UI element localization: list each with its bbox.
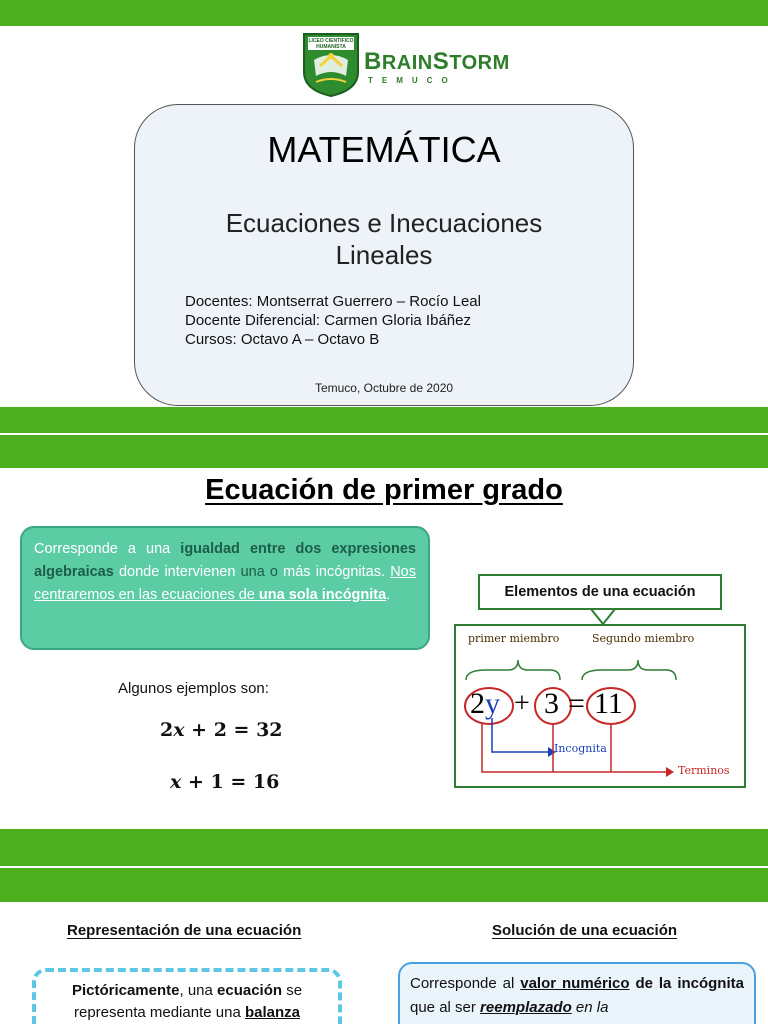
title-card xyxy=(134,104,634,406)
definition-box: Corresponde a una igualdad entre dos expresiones algebraicas donde intervienen una o más incógnitas. Nos centraremos en las ecuaciones de una sola incógnita. xyxy=(20,526,430,650)
teacher-info xyxy=(185,292,481,349)
terminos-label: Terminos xyxy=(678,764,730,777)
equation-display: 2y xyxy=(470,687,500,720)
incognita-label: Incognita xyxy=(554,742,607,755)
primer-miembro-label: primer miembro xyxy=(468,632,560,645)
slide-divider-bar-2b xyxy=(0,868,768,902)
term-eleven: 11 xyxy=(594,687,623,720)
term-three: 3 xyxy=(544,687,559,720)
docentes-line: Docentes: Montserrat Guerrero – Rocío Leal xyxy=(185,293,481,310)
cursos-line: Cursos: Octavo A – Octavo B xyxy=(185,331,380,348)
page-title: MATEMÁTICA xyxy=(267,129,501,170)
solution-box: Corresponde al valor numérico de la incógnita que al ser reemplazado en la xyxy=(398,962,756,1024)
equation-elements-diagram xyxy=(454,624,746,788)
brainstorm-logo xyxy=(302,32,510,98)
segundo-miembro-label: Segundo miembro xyxy=(592,632,695,645)
shield-label: LICEO CIENTIFICO HUMANISTA xyxy=(308,38,354,50)
slide2-title: Ecuación de primer grado xyxy=(205,474,563,506)
elements-title-box: Elementos de una ecuación xyxy=(478,574,722,610)
solution-heading: Solución de una ecuación xyxy=(492,922,678,939)
example-equation-1: 2x + 2 = 32 xyxy=(160,719,283,741)
representation-heading: Representación de una ecuación xyxy=(67,922,302,939)
examples-label: Algunos ejemplos son: xyxy=(118,680,269,697)
brand-subtitle: TEMUCO xyxy=(368,76,457,85)
example-equation-2: x + 1 = 16 xyxy=(170,771,280,793)
date-line: Temuco, Octubre de 2020 xyxy=(314,381,454,395)
subtitle xyxy=(135,207,633,271)
docente-diferencial-line: Docente Diferencial: Carmen Gloria Ibáñez xyxy=(185,312,471,329)
subtitle-line-2: Lineales xyxy=(335,240,433,270)
top-green-bar xyxy=(0,0,768,26)
slide-divider-bar-1a xyxy=(0,407,768,433)
brand-name: BRAINSTORM xyxy=(364,48,510,75)
slide-divider-bar-1b xyxy=(0,435,768,468)
subtitle-line-1: Ecuaciones e Inecuaciones xyxy=(225,208,543,238)
pictorial-box: Pictóricamente, una ecuación se representa mediante una balanza xyxy=(32,968,342,1024)
equals-sign: = xyxy=(568,687,585,720)
plus-sign: + xyxy=(514,688,530,719)
slide-divider-bar-2a xyxy=(0,829,768,866)
